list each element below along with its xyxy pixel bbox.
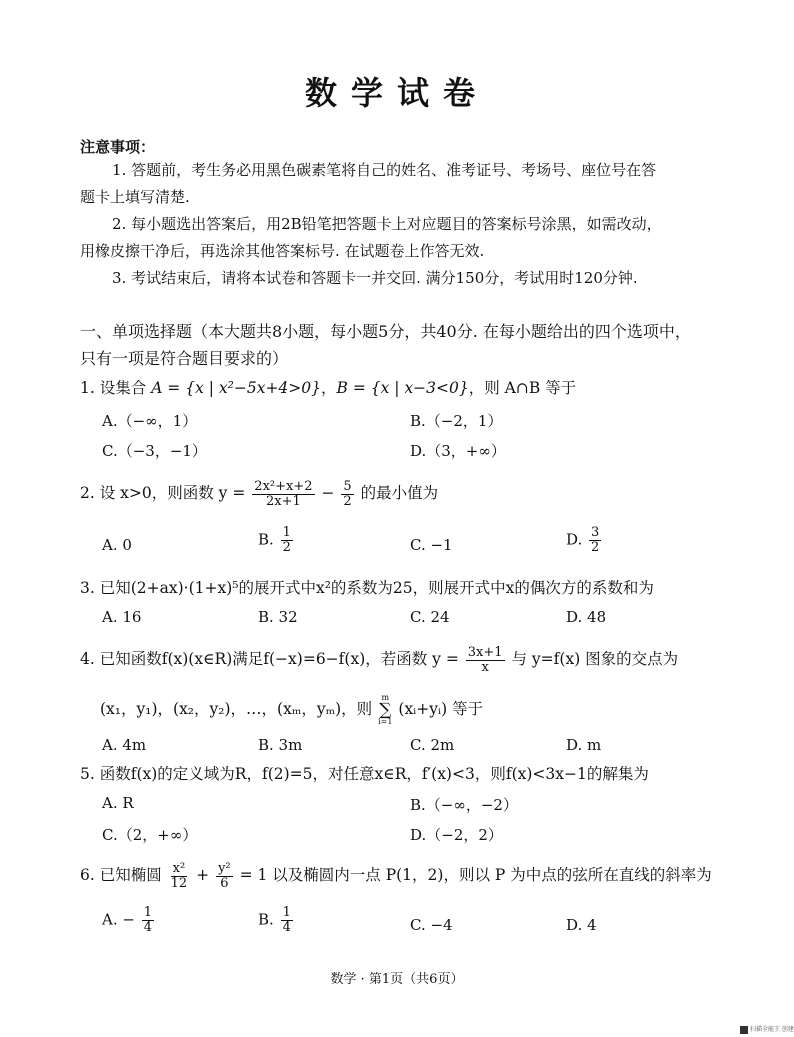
- q2-option-c: C. −1: [410, 536, 453, 554]
- fraction: [252, 480, 314, 509]
- numerator: 2x²+x+2: [254, 478, 313, 494]
- q4-option-a: A. 4m: [102, 736, 147, 754]
- q5-option-d: D.（−2，2）: [410, 826, 503, 844]
- question-text: 设 x>0，则函数 y =: [99, 484, 246, 502]
- question-text-suffix: 与 y=f(x) 图象的交点为: [511, 650, 679, 668]
- q1-option-b: B.（−2，1）: [410, 412, 503, 430]
- q4-option-d: D. m: [566, 736, 602, 754]
- question-text: 设集合: [99, 379, 147, 397]
- option-label: A. −: [102, 910, 135, 929]
- question-2: [80, 474, 438, 512]
- question-1: [80, 378, 576, 398]
- question-text: 4. 已知函数f(x)(x∈R)满足f(−x)=6−f(x)，若函数 y =: [80, 650, 459, 668]
- question-text-suffix: = 1 以及椭圆内一点 P(1，2)，则以 P 为中点的弦所在直线的斜率为: [239, 866, 712, 884]
- question-number: 2.: [80, 484, 95, 502]
- notice-item-2-cont: 用橡皮擦干净后，再选涂其他答案标号. 在试题卷上作答无效.: [80, 242, 485, 260]
- comma: ，: [321, 379, 337, 397]
- numerator: 1: [282, 525, 291, 540]
- numerator: 5: [343, 478, 352, 494]
- q2-option-d: [566, 526, 603, 555]
- numerator: 3: [591, 525, 600, 540]
- fraction: [341, 480, 353, 509]
- question-5: 5. 函数f(x)的定义域为R，f(2)=5，对任意x∈R，f′(x)<3，则f(x)<3x−1的解集为: [80, 765, 649, 783]
- numerator: 3x+1: [467, 644, 503, 660]
- option-label: D.: [566, 530, 583, 549]
- sum-lower: i=1: [378, 717, 393, 726]
- numerator: 1: [143, 905, 152, 920]
- q2-option-b: [258, 526, 295, 555]
- fraction: [142, 906, 154, 935]
- q1-option-c: C.（−3，−1）: [102, 442, 207, 460]
- fraction: [216, 862, 233, 891]
- notice-item-3: 3. 考试结束后，请将本试卷和答题卡一并交回. 满分150分，考试用时120分钟.: [112, 269, 638, 287]
- q2-option-a: A. 0: [102, 536, 132, 554]
- q1-option-a: A.（−∞，1）: [102, 412, 198, 430]
- denominator: 12: [170, 875, 188, 891]
- question-4: [80, 640, 678, 678]
- q4-option-b: B. 3m: [258, 736, 303, 754]
- section-heading-cont: 只有一项是符合题目要求的）: [80, 349, 289, 368]
- q3-option-a: A. 16: [102, 608, 142, 626]
- fraction: [169, 862, 190, 891]
- qr-code-icon: [740, 1026, 748, 1034]
- summation-sign: [378, 694, 392, 726]
- fraction: [281, 526, 293, 555]
- notice-item-2: 2. 每小题选出答案后，用2B铅笔把答题卡上对应题目的答案标号涂黑，如需改动，: [112, 215, 662, 233]
- set-b: B = {x | x−3<0}: [336, 379, 469, 397]
- q5-option-c: C.（2，+∞）: [102, 826, 198, 844]
- denominator: 4: [143, 920, 152, 935]
- question-text-suffix: ，则 A∩B 等于: [468, 379, 577, 397]
- question-6: [80, 856, 712, 894]
- minus-sign: −: [321, 484, 335, 502]
- plus-sign: +: [196, 866, 210, 884]
- question-number: 1.: [80, 379, 95, 397]
- q3-option-d: D. 48: [566, 608, 607, 626]
- stamp-text: 扫描全能王 创建: [750, 1026, 794, 1033]
- page-footer: 数学 · 第1页（共6页）: [330, 972, 464, 987]
- option-label: B.: [258, 530, 274, 549]
- notice-heading: 注意事项：: [80, 138, 156, 156]
- denominator: 6: [220, 875, 229, 891]
- scanner-stamp: [740, 1024, 794, 1034]
- denominator: x: [481, 659, 489, 675]
- question-text: 6. 已知椭圆: [80, 866, 162, 884]
- fraction: [589, 526, 601, 555]
- question-4-line-2: [100, 694, 483, 726]
- fraction: [281, 906, 293, 935]
- q5-option-b: B.（−∞，−2）: [410, 796, 518, 814]
- option-label: B.: [258, 910, 274, 929]
- set-a: A = {x | x²−5x+4>0}: [151, 379, 322, 397]
- q6-option-c: C. −4: [410, 916, 453, 934]
- denominator: 4: [282, 920, 291, 935]
- q3-option-c: C. 24: [410, 608, 450, 626]
- sum-upper: m: [381, 693, 390, 702]
- fraction: [466, 646, 505, 675]
- notice-item-1-cont: 题卡上填写清楚.: [80, 188, 190, 206]
- sigma-icon: ∑: [379, 700, 392, 720]
- denominator: 2x+1: [266, 493, 301, 509]
- summation-body: (xᵢ+yᵢ) 等于: [398, 700, 484, 718]
- denominator: 2: [282, 540, 291, 555]
- numerator: x²: [172, 860, 186, 876]
- question-3: 3. 已知(2+ax)·(1+x)⁵的展开式中x²的系数为25，则展开式中x的偶次方的系数和为: [80, 579, 654, 597]
- denominator: 2: [591, 540, 600, 555]
- q3-option-b: B. 32: [258, 608, 298, 626]
- intersection-points: (x₁，y₁)，(x₂，y₂)，…，(xₘ，yₘ)，则: [100, 700, 373, 718]
- q1-option-d: D.（3，+∞）: [410, 442, 506, 460]
- q5-option-a: A. R: [102, 794, 134, 812]
- q6-option-a: [102, 906, 156, 935]
- numerator: 1: [282, 905, 291, 920]
- question-text-suffix: 的最小值为: [360, 484, 439, 502]
- q6-option-b: [258, 906, 295, 935]
- notice-item-1: 1. 答题前，考生务必用黑色碳素笔将自己的姓名、准考证号、考场号、座位号在答: [112, 161, 657, 179]
- q6-option-d: D. 4: [566, 916, 597, 934]
- numerator: y²: [218, 860, 231, 876]
- q4-option-c: C. 2m: [410, 736, 455, 754]
- section-heading: 一、单项选择题（本大题共8小题，每小题5分，共40分. 在每小题给出的四个选项中，: [80, 322, 691, 341]
- denominator: 2: [343, 493, 352, 509]
- page-title: 数学试卷: [304, 74, 489, 112]
